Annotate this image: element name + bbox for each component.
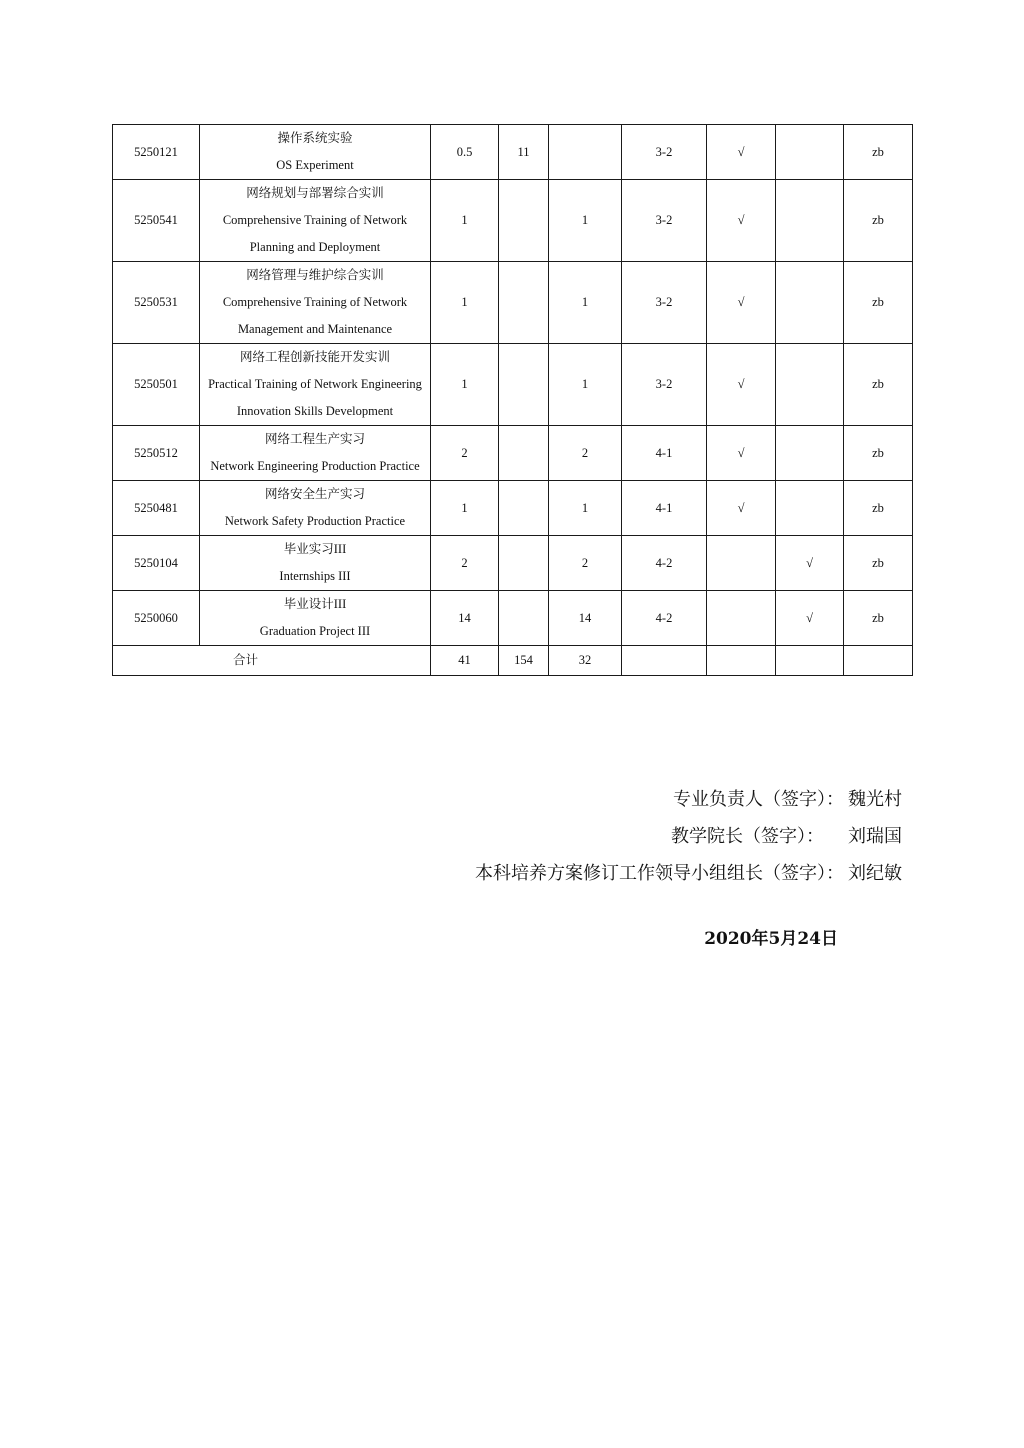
course-code: 5250481 xyxy=(113,481,200,536)
signature-block xyxy=(440,781,902,892)
signature-line-group-leader xyxy=(440,855,902,892)
cell-hours xyxy=(499,481,549,536)
course-name-line: Practical Training of Network Engineering xyxy=(208,377,422,391)
cell-weeks: 2 xyxy=(549,536,622,591)
signature-label: 本科培养方案修订工作领导小组组长（签字）： xyxy=(475,863,844,884)
course-name-line: Management and Maintenance xyxy=(237,322,393,336)
cell-check1 xyxy=(707,536,776,591)
cell-dept: zb xyxy=(844,426,913,481)
cell-credits: 1 xyxy=(431,344,499,426)
course-name-line: Innovation Skills Development xyxy=(236,404,394,418)
cell-hours xyxy=(499,262,549,344)
cell-hours xyxy=(499,426,549,481)
course-name xyxy=(200,262,431,344)
document-date: 2020年5月24日 xyxy=(704,929,838,949)
course-name-line: 网络工程创新技能开发实训 xyxy=(239,350,390,364)
cell-credits: 1 xyxy=(431,262,499,344)
course-name xyxy=(200,426,431,481)
cell-dept: zb xyxy=(844,591,913,646)
cell-check1: √ xyxy=(707,180,776,262)
total-empty-cell xyxy=(844,646,913,676)
course-name-line: Comprehensive Training of Network xyxy=(222,295,408,309)
cell-check2 xyxy=(776,481,844,536)
cell-credits: 14 xyxy=(431,591,499,646)
course-name-line: 网络管理与维护综合实训 xyxy=(246,268,384,282)
course-name-line: Internships III xyxy=(279,569,351,583)
course-name-line: 毕业设计III xyxy=(283,597,347,611)
course-name-line: Graduation Project III xyxy=(259,624,371,638)
cell-term: 4-2 xyxy=(622,536,707,591)
cell-check2: √ xyxy=(776,591,844,646)
cell-hours xyxy=(499,591,549,646)
cell-check1: √ xyxy=(707,262,776,344)
cell-check1 xyxy=(707,591,776,646)
cell-weeks xyxy=(549,125,622,180)
signature-label: 专业负责人（签字）： xyxy=(673,789,844,810)
cell-term: 3-2 xyxy=(622,344,707,426)
total-row xyxy=(113,646,913,676)
table-row xyxy=(113,344,913,426)
cell-weeks: 1 xyxy=(549,481,622,536)
course-name xyxy=(200,180,431,262)
cell-check2 xyxy=(776,180,844,262)
total-label: 合计 xyxy=(113,646,431,676)
signature-name: 刘瑞国 xyxy=(848,826,902,847)
cell-check1: √ xyxy=(707,125,776,180)
signature-name: 刘纪敏 xyxy=(848,863,902,884)
course-name-line: 网络规划与部署综合实训 xyxy=(246,186,384,200)
cell-term: 3-2 xyxy=(622,125,707,180)
cell-hours xyxy=(499,344,549,426)
signature-line-major-lead xyxy=(440,781,902,818)
course-name-line: 网络工程生产实习 xyxy=(264,432,365,446)
cell-weeks: 14 xyxy=(549,591,622,646)
signature-label: 教学院长（签字）： xyxy=(671,826,824,847)
course-code: 5250541 xyxy=(113,180,200,262)
course-name-line: OS Experiment xyxy=(276,158,354,172)
signature-name: 魏光村 xyxy=(848,789,902,810)
cell-check2 xyxy=(776,125,844,180)
course-name-line: 操作系统实验 xyxy=(277,131,353,145)
cell-check1: √ xyxy=(707,481,776,536)
cell-credits: 0.5 xyxy=(431,125,499,180)
cell-hours xyxy=(499,180,549,262)
cell-dept: zb xyxy=(844,481,913,536)
cell-hours xyxy=(499,536,549,591)
course-table xyxy=(112,124,913,676)
total-hours: 154 xyxy=(499,646,549,676)
cell-weeks: 1 xyxy=(549,180,622,262)
table-row xyxy=(113,481,913,536)
table-row xyxy=(113,125,913,180)
total-weeks: 32 xyxy=(549,646,622,676)
cell-check1: √ xyxy=(707,344,776,426)
cell-check2: √ xyxy=(776,536,844,591)
cell-credits: 2 xyxy=(431,426,499,481)
course-code: 5250501 xyxy=(113,344,200,426)
cell-check2 xyxy=(776,344,844,426)
cell-term: 3-2 xyxy=(622,262,707,344)
cell-term: 4-2 xyxy=(622,591,707,646)
cell-weeks: 1 xyxy=(549,344,622,426)
table-row xyxy=(113,591,913,646)
total-empty-cell xyxy=(707,646,776,676)
cell-weeks: 1 xyxy=(549,262,622,344)
course-code: 5250121 xyxy=(113,125,200,180)
cell-dept: zb xyxy=(844,262,913,344)
course-name xyxy=(200,344,431,426)
cell-dept: zb xyxy=(844,344,913,426)
course-name-line: 毕业实习III xyxy=(283,542,347,556)
course-name xyxy=(200,481,431,536)
table-row xyxy=(113,426,913,481)
cell-check1: √ xyxy=(707,426,776,481)
course-code: 5250531 xyxy=(113,262,200,344)
cell-check2 xyxy=(776,426,844,481)
course-name xyxy=(200,591,431,646)
cell-hours: 11 xyxy=(499,125,549,180)
course-name xyxy=(200,125,431,180)
signature-line-dean xyxy=(440,818,902,855)
course-name-line: Comprehensive Training of Network xyxy=(222,213,408,227)
cell-weeks: 2 xyxy=(549,426,622,481)
course-name-line: Network Safety Production Practice xyxy=(224,514,406,528)
course-name xyxy=(200,536,431,591)
total-empty-cell xyxy=(622,646,707,676)
total-credits: 41 xyxy=(431,646,499,676)
course-name-line: Network Engineering Production Practice xyxy=(210,459,420,473)
cell-term: 4-1 xyxy=(622,426,707,481)
course-code: 5250060 xyxy=(113,591,200,646)
cell-credits: 1 xyxy=(431,180,499,262)
cell-credits: 2 xyxy=(431,536,499,591)
course-code: 5250512 xyxy=(113,426,200,481)
cell-term: 3-2 xyxy=(622,180,707,262)
cell-term: 4-1 xyxy=(622,481,707,536)
course-code: 5250104 xyxy=(113,536,200,591)
cell-dept: zb xyxy=(844,536,913,591)
total-empty-cell xyxy=(776,646,844,676)
table-row xyxy=(113,536,913,591)
course-name-line: 网络安全生产实习 xyxy=(264,487,365,501)
cell-dept: zb xyxy=(844,180,913,262)
cell-dept: zb xyxy=(844,125,913,180)
course-name-line: Planning and Deployment xyxy=(249,240,381,254)
table-row xyxy=(113,180,913,262)
cell-check2 xyxy=(776,262,844,344)
cell-credits: 1 xyxy=(431,481,499,536)
table-row xyxy=(113,262,913,344)
